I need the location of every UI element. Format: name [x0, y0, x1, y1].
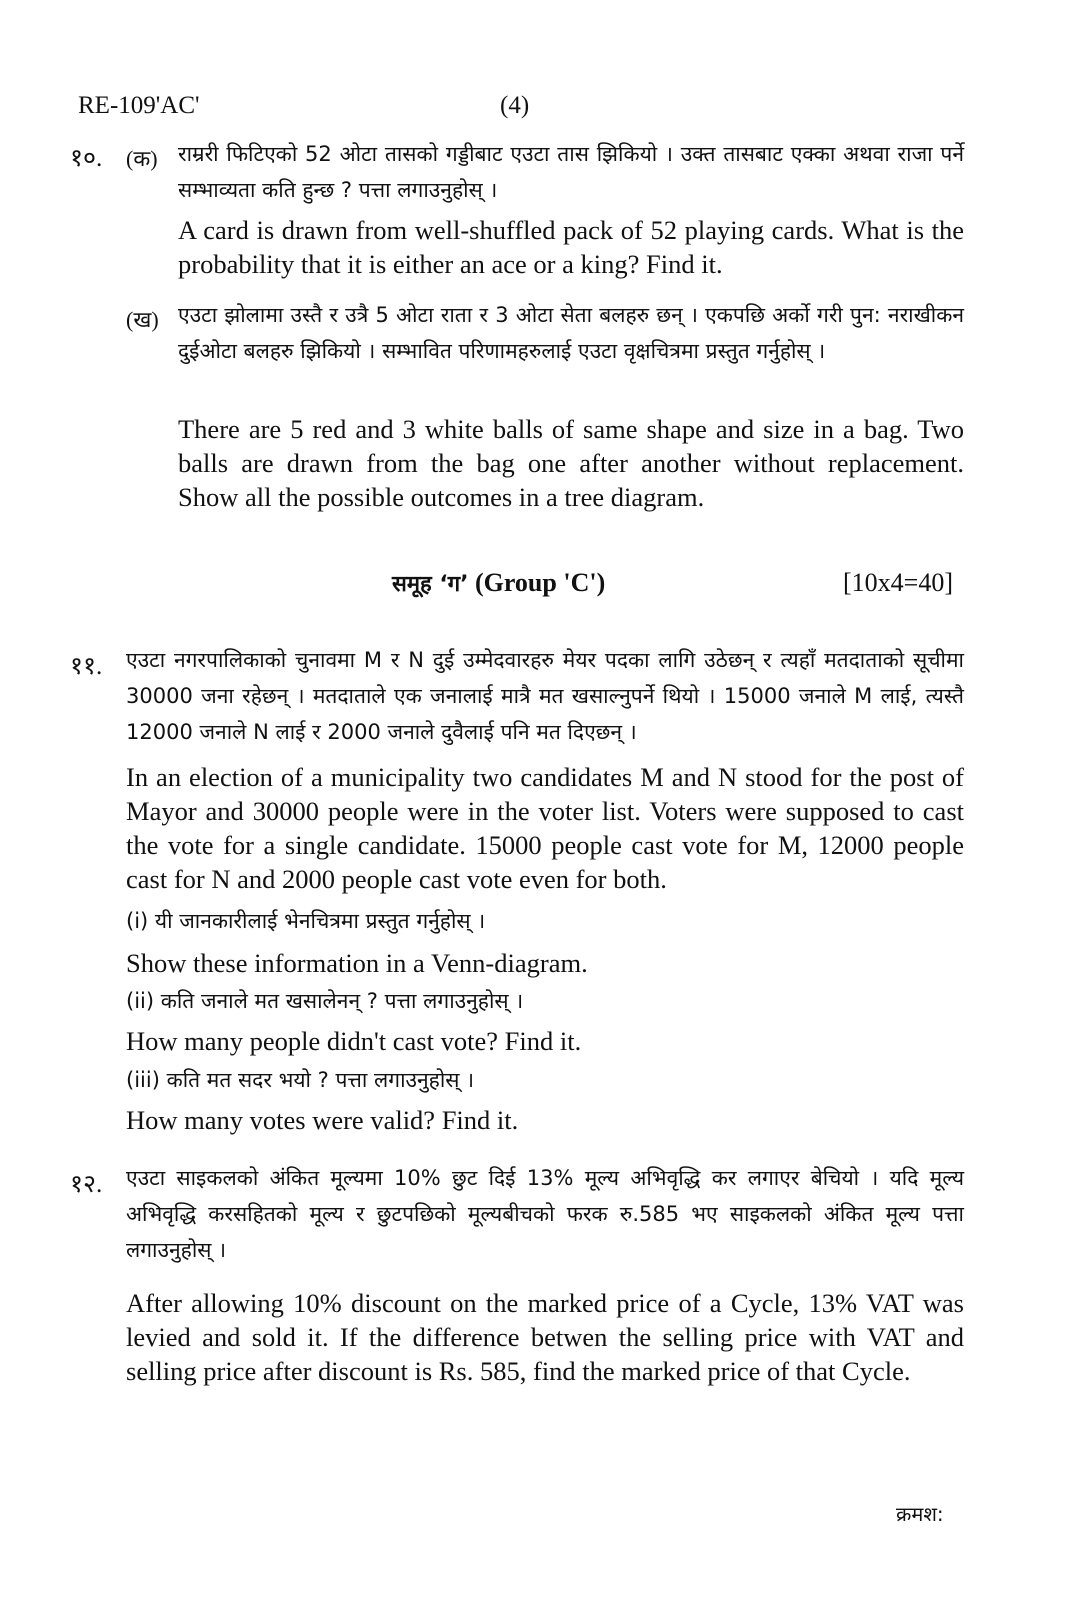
question-10b-label: (ख) [126, 307, 159, 332]
question-12-nepali: एउटा साइकलको अंकित मूल्यमा 10% छुट दिई 13% मूल्य अभिवृद्धि कर लगाएर बेचियो । यदि मूल्य अभिवृद्धि करसहितको मूल्य र छुटपछिको मूल्यबीचको फरक रु.585 भए साइकलको अंकित मूल्य पत्ता लगाउनुहोस् । [126, 1166, 964, 1262]
group-c-english: (Group 'C') [474, 568, 606, 597]
question-11-part-iii-english: How many votes were valid? Find it. [126, 1105, 519, 1135]
question-11-part-iii-nepali: (iii) कति मत सदर भयो ? पत्ता लगाउनुहोस् । [126, 1068, 475, 1092]
question-11-part-i-english: Show these information in a Venn-diagram. [126, 948, 588, 978]
question-12-english: After allowing 10% discount on the marked price of a Cycle, 13% VAT was levied and sold it. If the difference betwen the selling price with VAT and selling price after discount is Rs. 585, find the marked price of that Cycle. [126, 1288, 964, 1386]
question-10-number: १०. [70, 145, 103, 172]
question-11-english: In an election of a municipality two candidates M and N stood for the post of Mayor and 30000 people were in the voter list. Voters were supposed to cast the vote for a single candidate. 15000 people cast vote for M, 12000 people cast for N and 2000 people cast vote even for both. [126, 762, 964, 894]
paper-code: RE-109'AC' [78, 92, 200, 119]
question-10b-english: There are 5 red and 3 white balls of same shape and size in a bag. Two balls are drawn from the bag one after another without replacement. Show all the possible outcomes in a tree diagram. [178, 414, 964, 512]
question-11-number: ११. [70, 653, 103, 680]
question-10b-nepali: एउटा झोलामा उस्तै र उत्रै 5 ओटा राता र 3 ओटा सेता बलहरु छन् । एकपछि अर्को गरी पुन: नराखीकन दुईओटा बलहरु झिकियो । सम्भावित परिणामहरुलाई एउटा वृक्षचित्रमा प्रस्तुत गर्नुहोस् । [178, 303, 964, 363]
question-12-number: १२. [70, 1171, 103, 1198]
question-10a-label: (क) [126, 146, 158, 171]
group-c-nepali: समूह ‘ग’ [392, 572, 469, 597]
question-11-part-ii-nepali: (ii) कति जनाले मत खसालेनन् ? पत्ता लगाउनुहोस् । [126, 989, 524, 1013]
continued-marker: क्रमश: [896, 1502, 944, 1526]
question-11-part-i-nepali: (i) यी जानकारीलाई भेनचित्रमा प्रस्तुत गर्नुहोस् । [126, 909, 486, 933]
page-number: (4) [500, 92, 530, 119]
question-10a-nepali: राम्ररी फिटिएको 52 ओटा तासको गड्डीबाट एउटा तास झिकियो । उक्त तासबाट एक्का अथवा राजा पर्ने सम्भाव्यता कति हुन्छ ? पत्ता लगाउनुहोस् । [178, 142, 964, 202]
group-c-marks: [10x4=40] [843, 568, 953, 597]
question-11-nepali: एउटा नगरपालिकाको चुनावमा M र N दुई उम्मेदवारहरु मेयर पदका लागि उठेछन् र त्यहाँ मतदाताको सूचीमा 30000 जना रहेछन् । मतदाताले एक जनालाई मात्रै मत खसाल्नुपर्ने थियो । 15000 जनाले M लाई, त्यस्तै 12000 जनाले N लाई र 2000 जनाले दुवैलाई पनि मत दिएछन् । [126, 648, 964, 744]
question-11-part-ii-english: How many people didn't cast vote? Find it. [126, 1026, 582, 1056]
question-10a-english: A card is drawn from well-shuffled pack of 52 playing cards. What is the probability that it is either an ace or a king? Find it. [178, 215, 964, 279]
group-c-heading [392, 568, 605, 598]
